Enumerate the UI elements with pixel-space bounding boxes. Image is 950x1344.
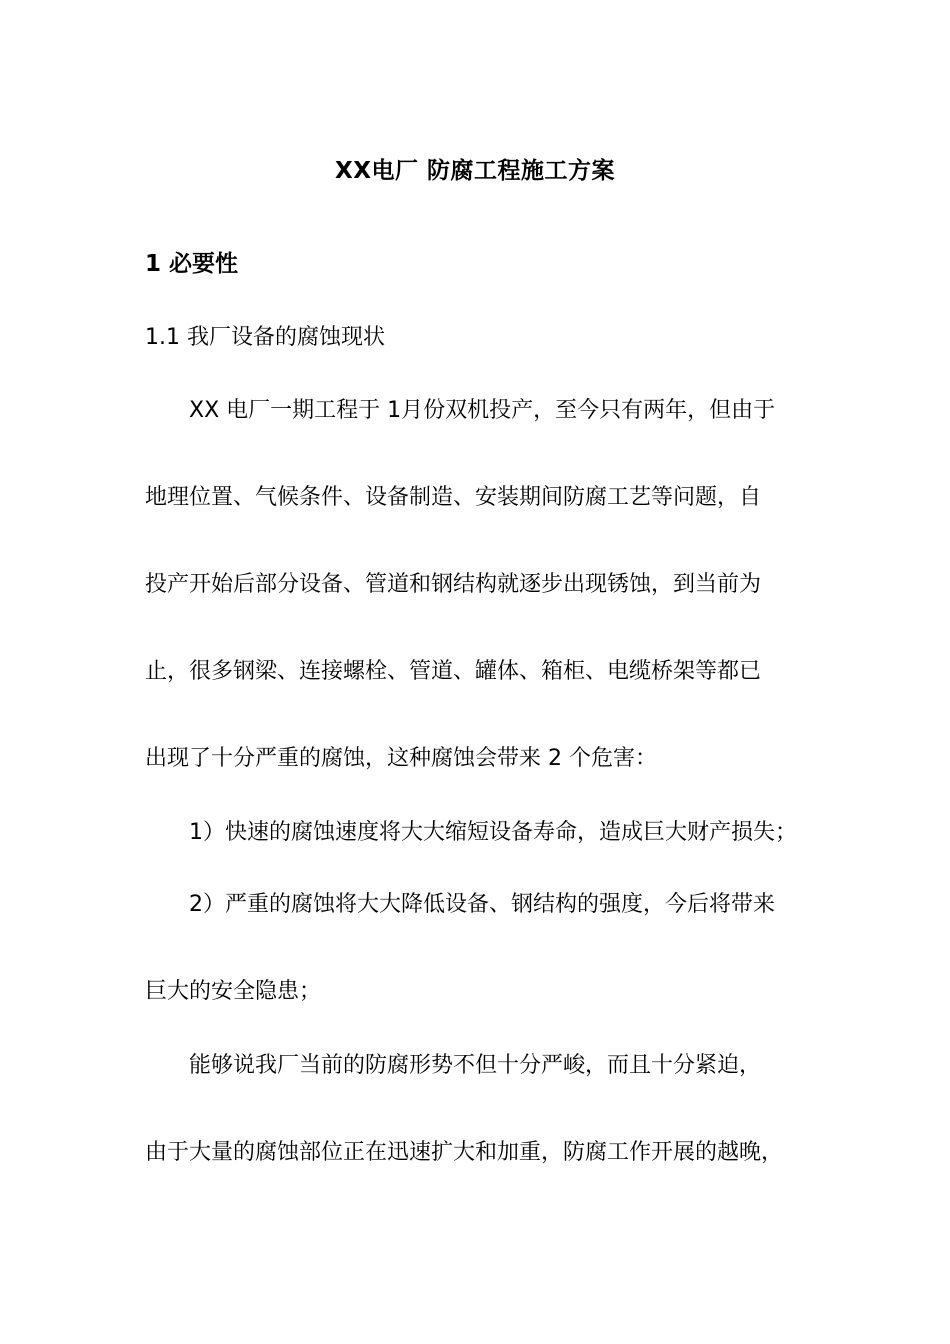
document-title: XX电厂 防腐工程施工方案 [335,158,615,184]
paragraph-line: 出现了十分严重的腐蚀，这种腐蚀会带来 2 个危害： [145,746,657,771]
paragraph-line: 投产开始后部分设备、管道和钢结构就逐步出现锈蚀，到当前为 [145,572,762,597]
paragraph-line: XX 电厂一期工程于 1月份双机投产，至今只有两年，但由于 [189,398,776,423]
paragraph-line: 止，很多钢梁、连接螺栓、管道、罐体、箱柜、电缆桥架等都已 [145,659,762,684]
paragraph-line: 由于大量的腐蚀部位正在迅速扩大和加重，防腐工作开展的越晚， [145,1140,784,1165]
list-item-continuation: 巨大的安全隐患； [145,979,322,1004]
list-item: 2）严重的腐蚀将大大降低设备、钢结构的强度，今后将带来 [189,892,775,917]
paragraph-line: 地理位置、气候条件、设备制造、安装期间防腐工艺等问题，自 [145,485,762,510]
subsection-heading: 1.1 我厂设备的腐蚀现状 [145,325,385,350]
list-item: 1）快速的腐蚀速度将大大缩短设备寿命，造成巨大财产损失； [189,820,797,845]
paragraph-line: 能够说我厂当前的防腐形势不但十分严峻，而且十分紧迫， [189,1053,762,1078]
section-heading: 1 必要性 [145,251,239,277]
